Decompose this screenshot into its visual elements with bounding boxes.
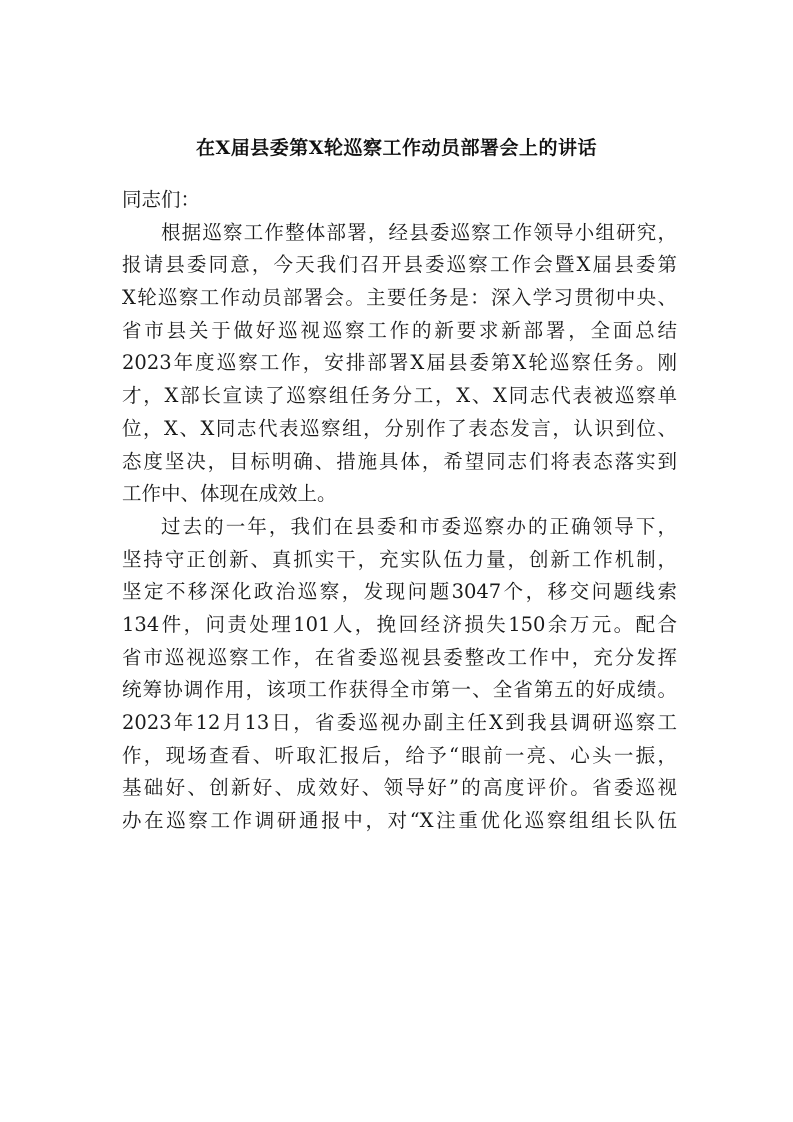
paragraph-line: X轮巡察工作动员部署会。主要任务是：深入学习贯彻中央、 [122, 286, 677, 310]
paragraph-line: 统筹协调作用，该项工作获得全市第一、全省第五的好成绩。 [122, 678, 677, 702]
paragraph-line: 态度坚决，目标明确、措施具体，希望同志们将表态落实到 [122, 449, 677, 473]
paragraph-line: 工作中、体现在成效上。 [122, 482, 337, 506]
paragraph-line: 基础好、创新好、成效好、领导好”的高度评价。省委巡视 [122, 776, 677, 800]
paragraph-line: 坚持守正创新、真抓实干，充实队伍力量，创新工作机制， [122, 547, 677, 571]
paragraph-2 [122, 511, 677, 838]
paragraph-line: 134件，问责处理101人，挽回经济损失150余万元。配合 [122, 612, 677, 636]
paragraph-line: 过去的一年，我们在县委和市委巡察办的正确领导下， [161, 514, 677, 538]
paragraph-line: 报请县委同意，今天我们召开县委巡察工作会暨X届县委第 [122, 253, 677, 277]
paragraph-line: 作，现场查看、听取汇报后，给予“眼前一亮、心头一振， [122, 743, 677, 767]
document-title: 在X届县委第X轮巡察工作动员部署会上的讲话 [196, 137, 597, 159]
paragraph-line: 办在巡察工作调研通报中，对“X注重优化巡察组组长队伍 [122, 809, 677, 833]
paragraph-line: 省市县关于做好巡视巡察工作的新要求新部署，全面总结 [122, 318, 677, 342]
salutation: 同志们： [122, 188, 201, 211]
paragraph-line: 位，X、X同志代表巡察组，分别作了表态发言，认识到位、 [122, 416, 677, 440]
document-body [122, 184, 677, 838]
paragraph-line: 2023年度巡察工作，安排部署X届县委第X轮巡察任务。刚 [122, 351, 677, 375]
paragraph-line: 才，X部长宣读了巡察组任务分工，X、X同志代表被巡察单 [122, 384, 677, 408]
paragraph-line: 省市巡视巡察工作，在省委巡视县委整改工作中，充分发挥 [122, 645, 677, 669]
paragraph-line: 坚定不移深化政治巡察，发现问题3047个，移交问题线索 [122, 580, 677, 604]
paragraph-line: 根据巡察工作整体部署，经县委巡察工作领导小组研究， [161, 220, 677, 244]
paragraph-1 [122, 217, 677, 511]
paragraph-line: 2023年12月13日，省委巡视办副主任X到我县调研巡察工 [122, 711, 677, 734]
